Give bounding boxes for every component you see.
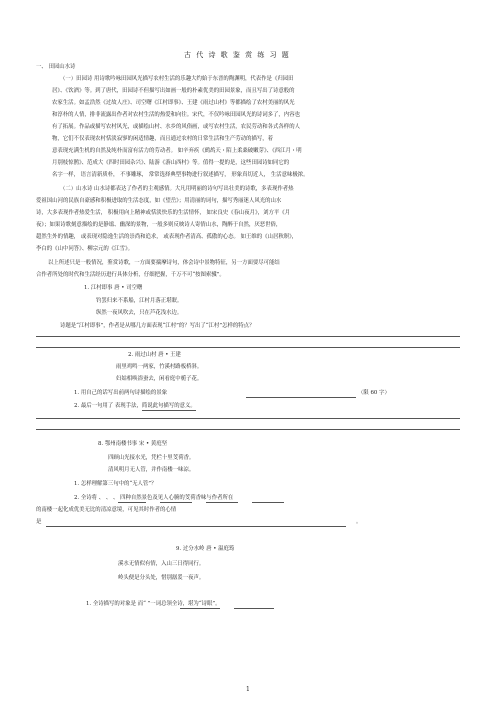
paragraph-line: （二）山水诗 山水诗都表达了作者的主观感情。大凡用明丽的诗句写出壮美的诗歌，多表现作者热 <box>60 186 294 192</box>
answer-line[interactable] <box>142 410 196 411</box>
poem-line: 溪水无情似有情，入山三日得同行。 <box>118 561 205 567</box>
question-heading: 9. 过分水岭 唐 • 温庭筠 <box>176 546 235 552</box>
question-text: 1. 怎样理解第三句中的“无人管”？ <box>74 481 157 487</box>
poem-line: 钓罢归来不系船，江村月落正堪眠。 <box>96 298 183 304</box>
paragraph-line: 月别枝惊鹊》、范成大《四时田园杂兴》、陆游《游山西村》等。值得一提的是，这些田园诗如同它的 <box>52 160 290 166</box>
paragraph-line: 李白的《山中问答》、柳宗元的《江雪》。 <box>36 246 134 252</box>
paragraph-line: 意表现充满生机的自然及纯朴而富有活力的劳动者。 如辛弃疾《鹧鸪天・陌上柔桑破嫩芽》、《西江月・明 <box>52 148 302 154</box>
answer-line[interactable] <box>36 336 460 337</box>
answer-line[interactable] <box>252 502 284 503</box>
section-heading: 一、 田园山水诗 <box>36 64 76 70</box>
question-text: 2. 全诗将 、 、 、 四种自然景色及见人心腑的芰荷香味与作者所在 <box>74 495 234 501</box>
answer-line[interactable] <box>234 608 274 609</box>
word-limit: （限 60 字） <box>358 390 390 396</box>
paragraph-line: 有了拓展。作品或描写农村风光，或描绘山村、水乡的风俗画，或写农村生活，农民劳动和各式各样的人 <box>52 124 300 130</box>
answer-line[interactable] <box>246 397 356 398</box>
answer-line[interactable] <box>180 608 220 609</box>
paragraph-line: （一）田园诗 用诗歌吟咏田园风光描写农村生活的乐趣大约始于东晋的陶渊明，代表作是《归园田 <box>60 76 294 82</box>
question-text: 诗题是“江村即事”，作者是从哪几方面表现“江村”的？写出了“江村”怎样的特点？ <box>60 323 255 329</box>
answer-line[interactable] <box>118 502 146 503</box>
page-number: 1 <box>246 686 250 693</box>
paragraph-line: 名字一样， 语言清新质朴， 不事雕琢， 常常选择典型事物进行叙述描写， 形象真切近人， 生活意味极浓。 <box>52 172 309 178</box>
answer-line[interactable] <box>160 502 192 503</box>
poem-line: 雨里鸡鸣一两家，竹溪村路板桥斜。 <box>116 364 203 370</box>
question-heading: 1. 江村即事 唐 • 司空曙 <box>84 285 143 291</box>
question-text: 。 <box>356 519 362 525</box>
question-text: 2. 最后一句用了 表现手法，简说此句描写的意义。 <box>74 403 196 409</box>
paragraph-line: 物，它们不仅表现农村恬淡寂寥的闲适情趣，而且通过农村的日常生活和生产劳动的描写，着 <box>52 136 274 142</box>
question-text: 是 <box>36 519 42 525</box>
paragraph-line: 夜》；如果诗歌刻意描绘的是静谧、幽深的景物，一般多则反映诗人寄情山水，陶醉于自然，厌恶世俗， <box>36 222 282 228</box>
answer-line[interactable] <box>206 502 238 503</box>
question-text: 的南楼一起化成优美无比的清凉意境，可见其时作者的心情 <box>36 507 177 513</box>
answer-line[interactable] <box>46 526 346 527</box>
paragraph-line: 爱祖国山河的民族自豪感和积极进取的生活态度，如《望岳》；用清丽的词句，描写秀丽迷人风光的山水 <box>36 198 282 204</box>
summary-line: 合作者所处的时代和生活经历进行具体分析，仔细把握，千万不可“按图索骥”。 <box>36 272 225 278</box>
poem-line: 清风明月无人管，并作南楼一味凉。 <box>108 467 195 473</box>
paragraph-line: 农家生活。如孟浩然《过故人庄》、司空曙《江村即事》、王建《雨过山村》等都描绘了农村美丽的风光 <box>52 100 295 106</box>
answer-line[interactable] <box>36 429 460 430</box>
question-heading: 8. 鄂州南楼书事 宋 • 黄庭坚 <box>98 441 168 447</box>
page-title: 古 代 诗 歌 鉴 赏 练 习 题 <box>184 51 291 59</box>
poem-line: 妇姑相唤浴蚕去，闲看庭中栀子花。 <box>116 376 203 382</box>
paragraph-line: 超然生外的情趣， 或表现对隐逸生活的崇尚和追求， 或表现作者清高、孤傲的心态。 如王维的《山居秋暝》， <box>36 234 298 240</box>
paragraph-line: 居》、《饮酒》等。到了唐代，田园诗不但描写出如画一般的朴素优美的田园景象，而且写出了诗意般的 <box>52 88 295 94</box>
question-text: 1. 全诗描写的对象是 而“ ”一词总领全诗，堪为“诗眼”。 <box>86 601 221 607</box>
answer-line[interactable] <box>36 418 460 419</box>
paragraph-line: 和淳朴的人情，排非流露出作者对农村生活的热爱和向往。宋代，不仅吟咏田园风光的诗词多了，内容也 <box>52 112 300 118</box>
poem-line: 四顾山光接水光，凭栏十里芰荷香。 <box>108 455 195 461</box>
paragraph-line: 诗，大多表现作者热爱生活， 积极用向上精神或恬淡快乐的生活情怀， 如宋良史《春山夜月》，刘方平《月 <box>36 210 291 216</box>
answer-line[interactable] <box>36 347 460 348</box>
summary-line: 以上所述只是一般情况，鉴赏诗歌，一方面要揣摩诗句，体会诗中景物特征，另一方面要尽可能结 <box>48 260 280 266</box>
question-heading: 2. 雨过山村 唐 • 王建 <box>128 352 181 358</box>
poem-line: 纵然一夜风吹去，只在芦花浅水边。 <box>96 310 183 316</box>
poem-line: 岭头便是分头处，惜别潺爰一夜声。 <box>118 575 205 581</box>
question-text: 1. 用自己的话写出前两句诗描绘的景象 <box>74 390 168 396</box>
